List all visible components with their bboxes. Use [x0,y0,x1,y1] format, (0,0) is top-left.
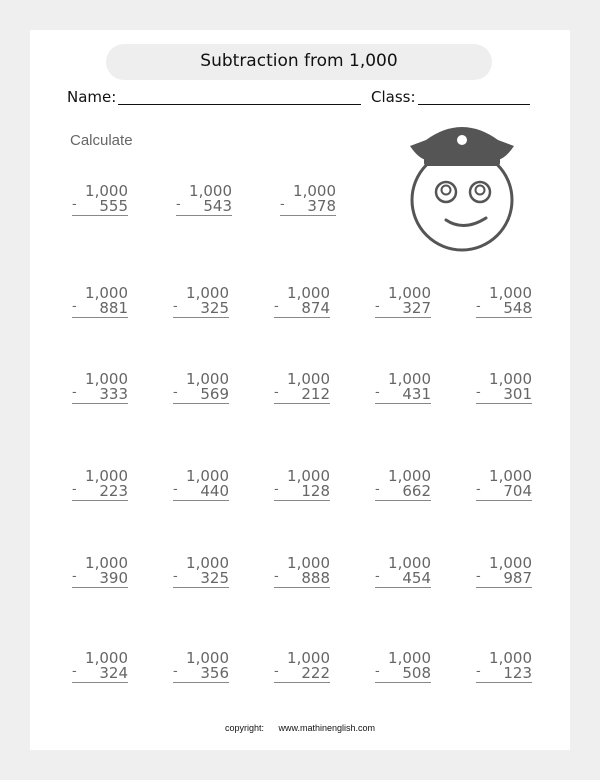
subtrahend: 881 [99,299,128,317]
minuend: 1,000 [489,554,532,572]
minus-sign: - [375,664,380,679]
minuend: 1,000 [186,284,229,302]
subtrahend-row [274,571,330,588]
subtrahend-row [72,484,128,501]
minus-sign: - [72,385,77,400]
minuend: 1,000 [85,284,128,302]
subtrahend-row [375,387,431,404]
subtraction-problem [375,556,431,588]
subtrahend: 874 [301,299,330,317]
subtrahend-row [375,666,431,683]
subtrahend: 325 [200,299,229,317]
minus-sign: - [476,569,481,584]
subtrahend: 324 [99,664,128,682]
subtraction-problem [72,651,128,683]
minuend: 1,000 [85,182,128,200]
subtraction-problem [274,556,330,588]
subtraction-problem [173,372,229,404]
subtraction-problem [280,184,336,216]
class-label: Class: [371,88,416,106]
subtraction-problem [375,372,431,404]
minuend: 1,000 [287,554,330,572]
minuend: 1,000 [489,284,532,302]
subtrahend-row [274,666,330,683]
minuend: 1,000 [388,370,431,388]
subtraction-problem [72,184,128,216]
subtrahend-row [173,387,229,404]
subtrahend-row [476,666,532,683]
subtrahend: 333 [99,385,128,403]
subtraction-problem [476,651,532,683]
subtraction-problem [72,556,128,588]
subtrahend-row [476,484,532,501]
minus-sign: - [274,299,279,314]
subtrahend: 222 [301,664,330,682]
subtrahend: 440 [200,482,229,500]
minus-sign: - [274,664,279,679]
subtrahend-row [72,199,128,216]
minus-sign: - [274,482,279,497]
subtrahend-row [274,301,330,318]
minus-sign: - [476,482,481,497]
subtrahend: 123 [503,664,532,682]
subtrahend-row [72,301,128,318]
minuend: 1,000 [85,554,128,572]
name-label: Name: [67,88,117,106]
subtrahend: 555 [99,197,128,215]
subtraction-problem [274,469,330,501]
title-bar [106,44,492,80]
instruction: Calculate [70,132,133,149]
minuend: 1,000 [388,284,431,302]
minuend: 1,000 [287,649,330,667]
subtrahend: 454 [402,569,431,587]
subtraction-problem [72,469,128,501]
minus-sign: - [476,385,481,400]
minus-sign: - [176,197,181,212]
minus-sign: - [274,385,279,400]
minuend: 1,000 [388,649,431,667]
subtrahend: 378 [307,197,336,215]
minus-sign: - [173,482,178,497]
copyright-label: copyright: [224,723,264,733]
minuend: 1,000 [186,370,229,388]
minuend: 1,000 [85,649,128,667]
subtraction-problem [173,286,229,318]
subtraction-problem [274,651,330,683]
subtraction-problem [173,469,229,501]
minuend: 1,000 [388,554,431,572]
subtrahend: 662 [402,482,431,500]
subtrahend: 888 [301,569,330,587]
subtraction-problem [274,372,330,404]
minus-sign: - [375,299,380,314]
minuend: 1,000 [189,182,232,200]
minuend: 1,000 [287,284,330,302]
subtrahend: 431 [402,385,431,403]
subtrahend-row [173,666,229,683]
minuend: 1,000 [388,467,431,485]
name-line [118,104,361,105]
subtrahend-row [274,484,330,501]
subtrahend-row [72,387,128,404]
minus-sign: - [375,482,380,497]
subtrahend: 325 [200,569,229,587]
subtraction-problem [72,372,128,404]
subtrahend-row [173,484,229,501]
subtrahend-row [476,387,532,404]
minus-sign: - [375,569,380,584]
class-line [418,104,530,105]
subtrahend-row [72,666,128,683]
minus-sign: - [274,569,279,584]
subtrahend-row [476,571,532,588]
footer [30,723,570,733]
minus-sign: - [72,299,77,314]
subtraction-problem [173,651,229,683]
minuend: 1,000 [489,370,532,388]
subtraction-problem [476,286,532,318]
subtrahend: 543 [203,197,232,215]
minus-sign: - [375,385,380,400]
subtrahend: 212 [301,385,330,403]
subtrahend: 390 [99,569,128,587]
subtrahend: 301 [503,385,532,403]
subtrahend: 704 [503,482,532,500]
subtrahend: 327 [402,299,431,317]
minuend: 1,000 [287,467,330,485]
minus-sign: - [173,299,178,314]
subtrahend-row [274,387,330,404]
subtrahend: 548 [503,299,532,317]
minus-sign: - [72,569,77,584]
subtraction-problem [476,372,532,404]
subtrahend: 128 [301,482,330,500]
subtraction-problem [375,469,431,501]
minuend: 1,000 [489,467,532,485]
subtrahend-row [375,484,431,501]
subtrahend-row [375,301,431,318]
subtrahend-row [176,199,232,216]
page-title: Subtraction from 1,000 [200,51,398,71]
subtraction-problem [476,469,532,501]
minus-sign: - [280,197,285,212]
subtrahend: 223 [99,482,128,500]
minuend: 1,000 [489,649,532,667]
subtraction-problem [72,286,128,318]
minuend: 1,000 [186,649,229,667]
subtraction-problem [476,556,532,588]
subtrahend-row [280,199,336,216]
minuend: 1,000 [293,182,336,200]
subtrahend-row [173,571,229,588]
minus-sign: - [72,197,77,212]
subtraction-problem [173,556,229,588]
minus-sign: - [173,385,178,400]
minuend: 1,000 [186,467,229,485]
minus-sign: - [476,299,481,314]
subtrahend: 508 [402,664,431,682]
subtrahend-row [375,571,431,588]
subtrahend-row [72,571,128,588]
minus-sign: - [476,664,481,679]
subtraction-problem [375,651,431,683]
minus-sign: - [173,569,178,584]
worksheet [30,30,570,750]
subtrahend: 356 [200,664,229,682]
minus-sign: - [72,482,77,497]
subtrahend-row [476,301,532,318]
subtraction-problem [274,286,330,318]
minus-sign: - [72,664,77,679]
minuend: 1,000 [287,370,330,388]
minus-sign: - [173,664,178,679]
minuend: 1,000 [186,554,229,572]
smiley-with-cap-icon [406,118,518,258]
site-link[interactable]: www.mathinenglish.com [278,723,376,733]
subtrahend: 987 [503,569,532,587]
minuend: 1,000 [85,467,128,485]
subtraction-problem [375,286,431,318]
minuend: 1,000 [85,370,128,388]
subtraction-problem [176,184,232,216]
subtrahend-row [173,301,229,318]
subtrahend: 569 [200,385,229,403]
